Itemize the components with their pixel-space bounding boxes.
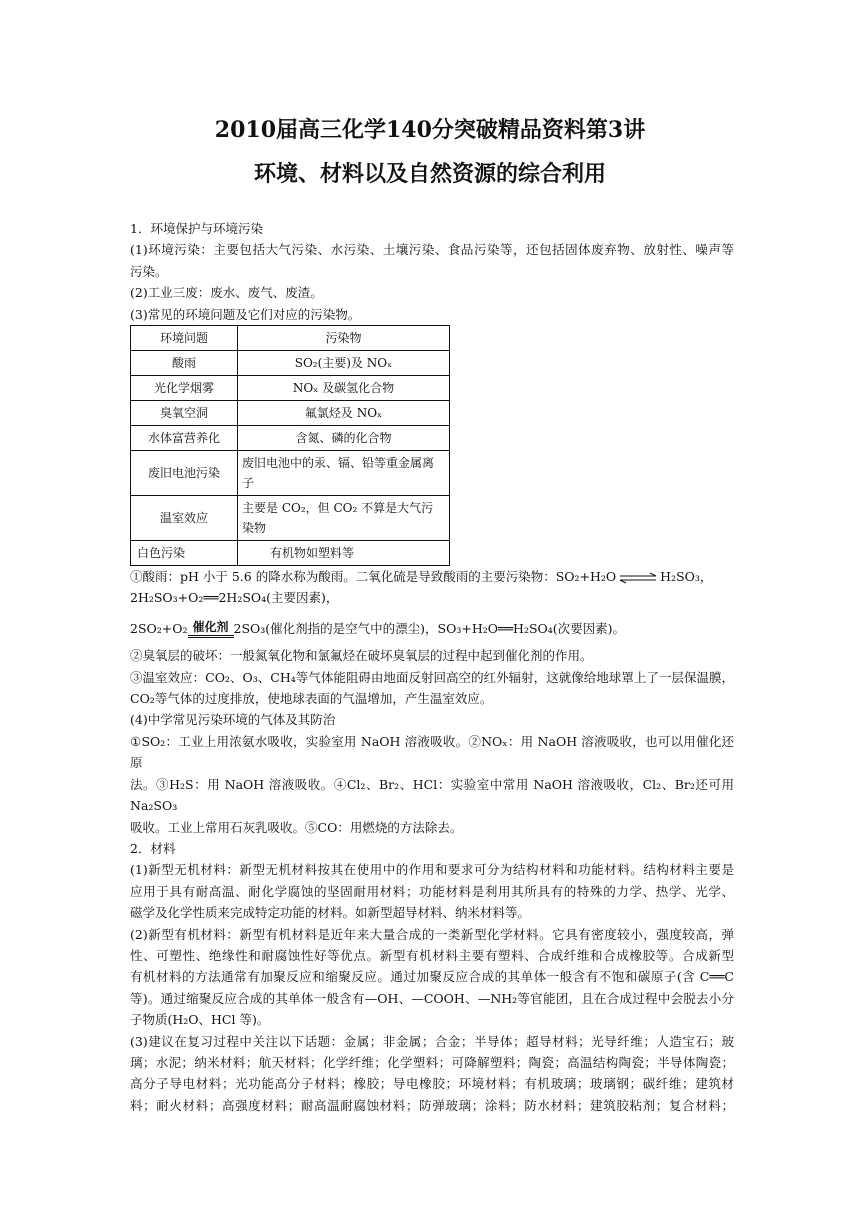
table-cell-pollutant: NOₓ 及碳氢化合物 [238,376,450,401]
paragraph-line: ③温室效应：CO₂、O₃、CH₄等气体能阻碍由地面反射回高空的红外辐射，这就像给地球罩上了一层保温膜， [130,669,734,685]
catalyst-label: 催化剂 [192,620,229,635]
document-title: 2010届高三化学140分突破精品资料第3讲 [214,117,646,143]
paragraph-line: 磁学及化学性质来完成特定功能的材料。如新型超导材料、纳米材料等。 [130,905,531,921]
paragraph-line: 子物质(H₂O、HCl 等)。 [130,1012,270,1028]
catalyst-equation-line [130,618,734,639]
table-row [131,376,450,401]
equation-line: 2H₂SO₃+O₂══2H₂SO₄(主要因素)， [130,590,339,606]
paragraph-line: (1)环境污染：主要包括大气污染、水污染、土壤污染、食品污染等，还包括固体废弃物、放射性、噪声等 [130,242,734,258]
equation-reactants: 2SO₂+O₂ [130,620,188,636]
table-cell-issue: 温室效应 [131,496,238,541]
acid-rain-text: ①酸雨：pH 小于 5.6 的降水称为酸雨。二氧化硫是导致酸雨的主要污染物：SO₂+H₂O [130,569,617,585]
equation-products: 2SO₃(催化剂指的是空气中的漂尘)，SO₃+H₂O══H₂SO₄(次要因素)。 [233,620,626,636]
paragraph-line: 应用于具有耐高温、耐化学腐蚀的坚固耐用材料；功能材料是利用其所具有的特殊的力学、热学、光学、 [130,883,734,899]
paragraph-line: 法。③H₂S：用 NaOH 溶液吸收。④Cl₂、Br₂、HCl：实验室中常用 NaOH 溶液吸收，Cl₂、Br₂还可用 Na₂SO₃ [130,776,734,814]
paragraph-line: 污染。 [130,263,168,279]
paragraph-line: (2)工业三废：废水、废气、废渣。 [130,285,323,301]
paragraph-line: (3)常见的环境问题及它们对应的污染物。 [130,306,361,322]
paragraph-line: ①SO₂：工业上用浓氨水吸收，实验室用 NaOH 溶液吸收。②NOₓ：用 NaOH 溶液吸收，也可以用催化还原 [130,733,734,771]
table-header-cell: 污染物 [238,326,450,351]
table-cell-pollutant: 氟氯烃及 NOₓ [238,401,450,426]
paragraph-line: 高分子导电材料；光功能高分子材料；橡胶；导电橡胶；环境材料；有机玻璃；玻璃钢；碳纤维；建筑材 [130,1076,734,1092]
table-cell-pollutant: 废旧电池中的汞、镉、铅等重金属离子 [238,451,450,496]
table-row [131,426,450,451]
table-cell-issue: 光化学烟雾 [131,376,238,401]
paragraph-line: ②臭氧层的破坏：一般氮氧化物和氯氟烃在破坏臭氧层的过程中起到催化剂的作用。 [130,648,593,664]
table-cell-issue: 臭氧空洞 [131,401,238,426]
table-cell-issue: 水体富营养化 [131,426,238,451]
table-cell-pollutant: 含氮、磷的化合物 [238,426,450,451]
table-row [131,496,450,541]
document-subtitle: 环境、材料以及自然资源的综合利用 [253,161,606,187]
table-cell-issue: 废旧电池污染 [131,451,238,496]
table-cell-pollutant: 主要是 CO₂，但 CO₂ 不算是大气污染物 [238,496,450,541]
table-row [131,541,450,566]
equals-bar [188,637,234,638]
paragraph-line: CO₂等气体的过度排放，使地球表面的气温增加，产生温室效应。 [130,691,493,707]
table-cell-pollutant: 有机物如塑料等 [238,541,450,566]
paragraph-line: 吸收。工业上常用石灰乳吸收。⑤CO：用燃烧的方法除去。 [130,819,463,835]
table-row [131,451,450,496]
table-row [131,351,450,376]
reversible-arrow-icon [618,572,658,584]
document-body [130,218,734,1116]
table-header-row [131,326,450,351]
table-cell-issue: 酸雨 [131,351,238,376]
paragraph-line: 璃；水泥；纳米材料；航天材料；化学纤维；化学塑料；可降解塑料；陶瓷；高温结构陶瓷；半导体陶瓷； [130,1054,734,1070]
paragraph-line: 有机材料的方法通常有加聚反应和缩聚反应。通过加聚反应合成的其单体一般含有不饱和碳原子(含 C══C [130,969,734,985]
catalyst-arrow [188,620,234,639]
paragraph-line: 等)。通过缩聚反应合成的其单体一般含有—OH、—COOH、—NH₂等官能团，且在合成过程中会脱去小分 [130,990,734,1006]
table-row [131,401,450,426]
section-heading: 2．材料 [130,840,176,856]
paragraph-line: (1)新型无机材料：新型无机材料按其在使用中的作用和要求可分为结构材料和功能材料。结构材料主要是 [130,862,734,878]
equals-bar [188,635,234,636]
table-header-cell: 环境问题 [131,326,238,351]
acid-rain-product: H₂SO₃， [660,569,713,585]
section-heading: 1．环境保护与环境污染 [130,221,263,236]
acid-rain-line [130,566,734,587]
paragraph-line: 性、可塑性、绝缘性和耐腐蚀性好等优点。新型有机材料主要有塑料、合成纤维和合成橡胶等。合成新型 [130,947,734,963]
table-cell-issue: 白色污染 [131,541,238,566]
paragraph-line: 料；耐火材料；高强度材料；耐高温耐腐蚀材料；防弹玻璃；涂料；防水材料；建筑胶粘剂；复合材料； [130,1097,734,1113]
table-cell-pollutant: SO₂(主要)及 NOₓ [238,351,450,376]
paragraph-line: (3)建议在复习过程中关注以下话题：金属；非金属；合金；半导体；超导材料；光导纤维；人造宝石；玻 [130,1033,734,1049]
pollution-table [130,325,450,566]
section-heading: (4)中学常见污染环境的气体及其防治 [130,712,336,728]
paragraph-line: (2)新型有机材料：新型有机材料是近年来大量合成的一类新型化学材料。它具有密度较小，强度较高，弹 [130,926,734,942]
